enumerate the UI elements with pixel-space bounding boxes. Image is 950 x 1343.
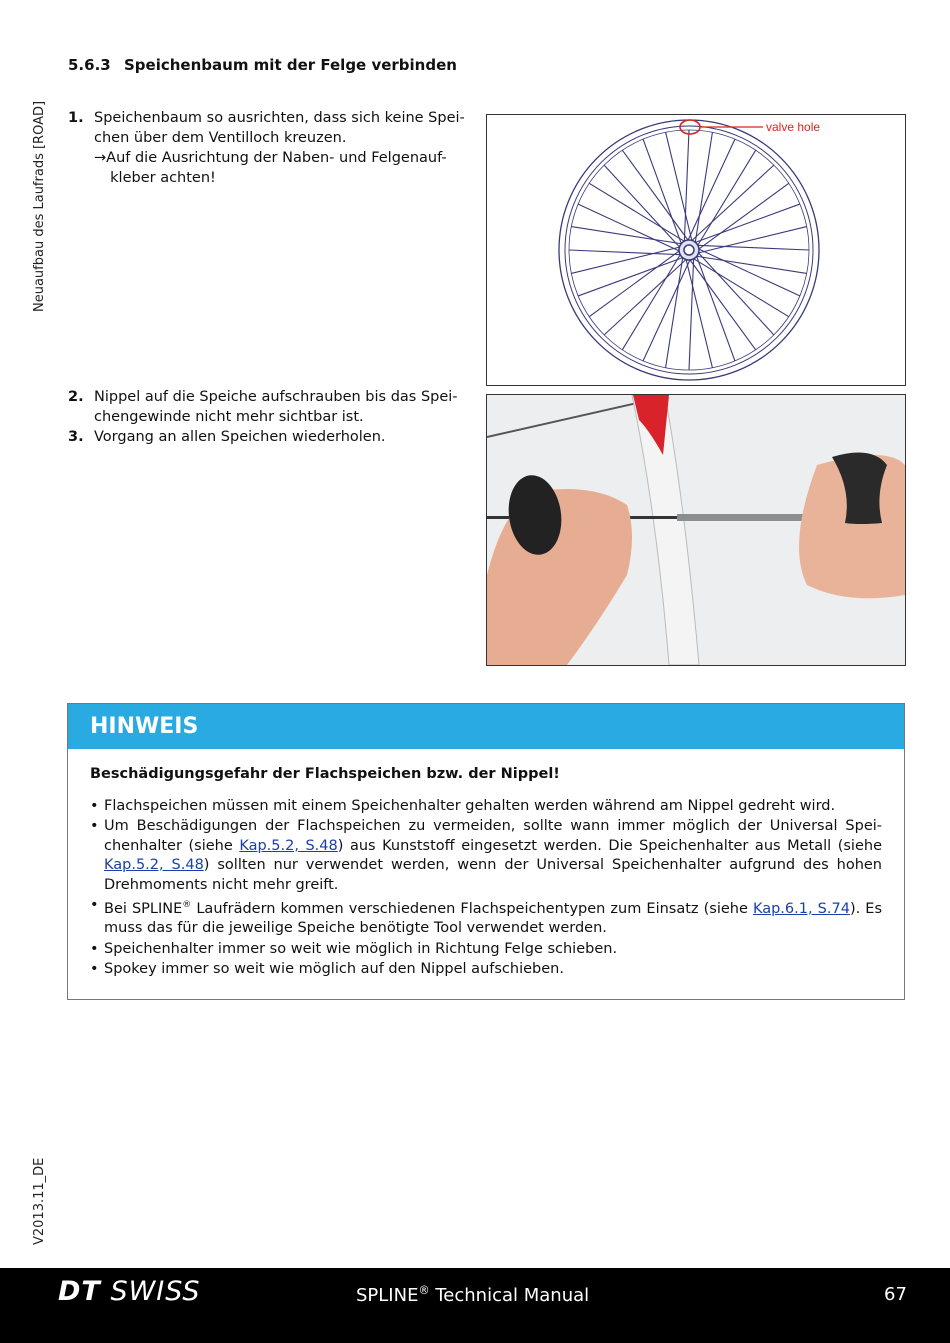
manual-title: SPLINE® Technical Manual	[356, 1284, 590, 1306]
section-number: 5.6.3	[68, 56, 111, 74]
step-item	[68, 427, 476, 447]
wheel-figure	[486, 114, 906, 386]
page-footer	[0, 1268, 950, 1343]
dt-swiss-logo: DT SWISS	[58, 1276, 201, 1307]
valve-hole-label: valve hole	[766, 120, 821, 134]
step-list-1	[68, 108, 476, 188]
wheel-spoke	[695, 132, 712, 243]
wheel-spoke	[578, 204, 680, 251]
arrow-right-icon: →	[94, 150, 107, 166]
link-kap-5-2-second[interactable]: Kap.5.2, S.48	[104, 857, 204, 873]
step-text: Speichenbaum so ausrichten, dass sich keine Spei- chen über dem Ventilloch kreuzen.	[94, 110, 465, 146]
step-number: 2.	[68, 389, 84, 405]
step-number: 3.	[68, 429, 84, 445]
step-text: Nippel auf die Speiche aufschrauben bis das Spei- chengewinde nicht mehr sichtbar ist.	[94, 389, 458, 425]
step-number: 1.	[68, 110, 84, 126]
link-kap-5-2[interactable]: Kap.5.2, S.48	[239, 837, 338, 854]
valve-hole-marker	[680, 120, 700, 134]
step-item	[68, 108, 476, 148]
wheel-illustration	[487, 115, 905, 385]
wheel-spoke	[697, 150, 755, 246]
bullet-icon: •	[90, 961, 99, 978]
page-number: 67	[884, 1284, 907, 1305]
notice-lead: Beschädigungsgefahr der Flachspeichen bzw. der Nippel!	[90, 766, 560, 782]
notice-bullet: • Flachspeichen müssen mit einem Speichenhalter gehalten werden während am Nippel gedreht wird.	[90, 797, 882, 817]
section-heading	[68, 56, 457, 74]
section-title: Speichenbaum mit der Felge verbinden	[124, 56, 457, 74]
wheel-spoke	[698, 249, 800, 296]
notice-bullet: • Bei SPLINE® Laufrädern kommen verschiedenen Flachspeichentypen zum Einsatz (siehe Kap.6.1, S.74). Es muss das für die jeweilige Speiche benötigte Tool verwendet werden.	[90, 896, 882, 939]
wheel-spoke	[666, 257, 683, 368]
notice-bullet: • Um Beschädigungen der Flachspeichen zu vermeiden, sollte wann immer möglich der Universal Spei-chenhalter (siehe Kap.5.2, S.48) aus Kunststoff eingesetzt werden. Die Speichenhalter aus Metall (siehe Kap.5.2, S.48) sollten nur verwendet werden, wenn der Universal Speichenhalter aufgrund des hohen Drehmoments nicht mehr greift.	[90, 817, 882, 895]
link-kap-6-1[interactable]: Kap.6.1, S.74	[752, 900, 850, 917]
wheel-spoke	[622, 254, 680, 350]
notice-bullet: • Spokey immer so weit wie möglich auf den Nippel aufschieben.	[90, 960, 882, 980]
nipple-photo-illustration	[487, 395, 905, 665]
wheel-spoke	[643, 259, 690, 361]
notice-box	[67, 703, 905, 1000]
bullet-icon: •	[90, 897, 99, 913]
notice-heading: HINWEIS	[68, 704, 904, 749]
bullet-icon: •	[90, 797, 99, 814]
nipple-mounting-photo	[486, 394, 906, 666]
step-note	[68, 148, 476, 188]
bullet-icon: •	[90, 940, 99, 957]
chapter-side-label: Neuaufbau des Laufrads [ROAD]	[32, 100, 47, 312]
step-list-2	[68, 387, 476, 447]
notice-body	[68, 749, 904, 980]
wheel-spoke	[571, 227, 682, 244]
registered-mark: ®	[182, 900, 192, 910]
wheel-spoke	[589, 183, 685, 241]
wheel-spoke	[688, 139, 735, 241]
notice-bullet: • Speichenhalter immer so weit wie möglich in Richtung Felge schieben.	[90, 940, 882, 960]
step-note-text: Auf die Ausrichtung der Naben- und Felgenauf- kleber achten!	[106, 150, 447, 186]
step-item	[68, 387, 476, 427]
wheel-spoke	[696, 256, 807, 273]
bullet-icon: •	[90, 818, 99, 834]
wheel-spoke	[693, 258, 789, 316]
version-side-label: V2013.11_DE	[32, 1157, 47, 1245]
notice-list	[90, 797, 882, 980]
step-text: Vorgang an allen Speichen wiederholen.	[94, 429, 386, 445]
